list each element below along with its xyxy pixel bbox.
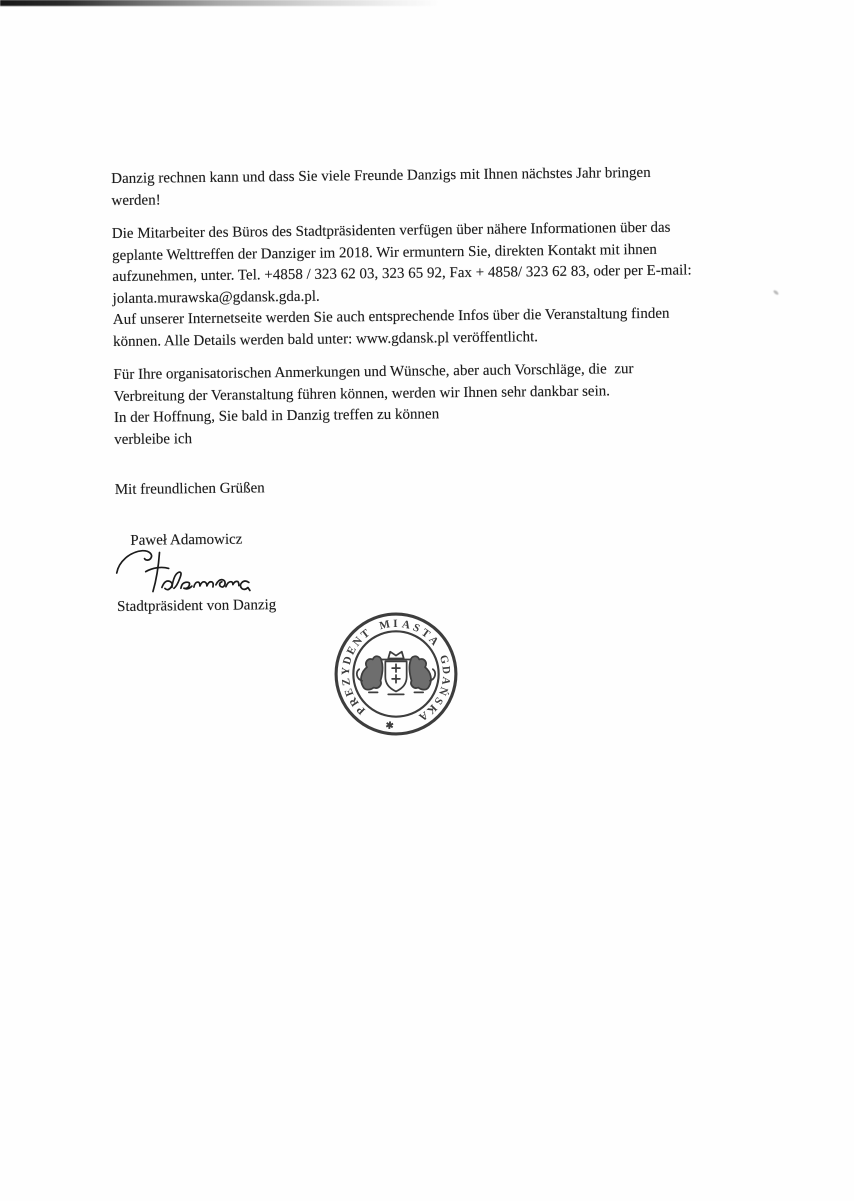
svg-text:M: M	[378, 618, 392, 633]
coat-of-arms	[357, 652, 435, 695]
closing-line: Mit freundlichen Grüßen	[114, 480, 265, 498]
svg-text:Z: Z	[340, 677, 354, 687]
svg-text:T: T	[418, 626, 433, 641]
svg-text:G: G	[436, 653, 451, 666]
svg-text:E: E	[344, 644, 359, 657]
svg-text:T: T	[358, 627, 373, 642]
paragraph	[113, 357, 814, 451]
text-line: können. Alle Details werden bald unter: www.gdansk.pl veröffentlicht.	[113, 328, 539, 350]
text-line: aufzunehmen, unter. Tel. +4858 / 323 62 03, 323 65 92, Fax + 4858/ 323 62 83, oder per E-mail:	[112, 262, 692, 286]
signer-title: Stadtpräsident von Danzig	[117, 597, 277, 615]
svg-text:P: P	[354, 703, 368, 717]
svg-text:A: A	[426, 633, 441, 648]
paragraph	[112, 216, 813, 353]
svg-text:S: S	[431, 694, 445, 707]
text-line: verbleibe ich	[114, 430, 193, 448]
text-line: In der Hoffnung, Sie bald in Danzig treffen zu können	[113, 406, 440, 426]
svg-text:E: E	[342, 686, 357, 698]
svg-text:R: R	[347, 695, 362, 709]
text-line: jolanta.murawska@gdansk.gda.pl.	[112, 288, 320, 307]
svg-text:A: A	[416, 708, 430, 724]
svg-text:✱: ✱	[385, 718, 395, 731]
svg-text:D: D	[439, 665, 453, 675]
svg-text:A: A	[400, 618, 412, 632]
svg-text:D: D	[340, 655, 355, 667]
svg-text:N: N	[350, 634, 365, 649]
text-line: werden!	[111, 191, 161, 209]
svg-text:A: A	[439, 675, 453, 686]
svg-text:Ń: Ń	[435, 685, 451, 697]
letter-paragraphs	[111, 161, 814, 451]
paragraph	[111, 161, 811, 212]
text-line: geplante Welttreffen der Danziger im 2018. Wir ermuntern Sie, direkten Kontakt mit ihnen	[112, 241, 657, 264]
stamp-graphic	[336, 614, 456, 734]
signer-name: Paweł Adamowicz	[130, 531, 243, 549]
text-line: Die Mitarbeiter des Büros des Stadtpräsidenten verfügen über nähere Informationen über das	[111, 219, 671, 243]
svg-text:Y: Y	[339, 666, 353, 676]
svg-text:I: I	[393, 617, 398, 631]
text-line: Danzig rechnen kann und dass Sie viele Freunde Danzigs mit Ihnen nächstes Jahr bringen	[111, 164, 651, 188]
svg-text:K: K	[424, 701, 439, 717]
text-line: Auf unserer Internetseite werden Sie auch entsprechende Infos über die Veranstaltung finden	[112, 305, 670, 329]
text-line: Für Ihre organisatorischen Anmerkungen und Wünsche, aber auch Vorschläge, die zur	[113, 361, 634, 384]
svg-text:S: S	[411, 621, 422, 636]
letter-body	[111, 161, 815, 501]
text-line: Verbreitung der Veranstaltung führen können, werden wir Ihnen sehr dankbar sein.	[113, 382, 611, 405]
official-stamp	[332, 611, 460, 737]
signature-strokes	[116, 549, 249, 592]
